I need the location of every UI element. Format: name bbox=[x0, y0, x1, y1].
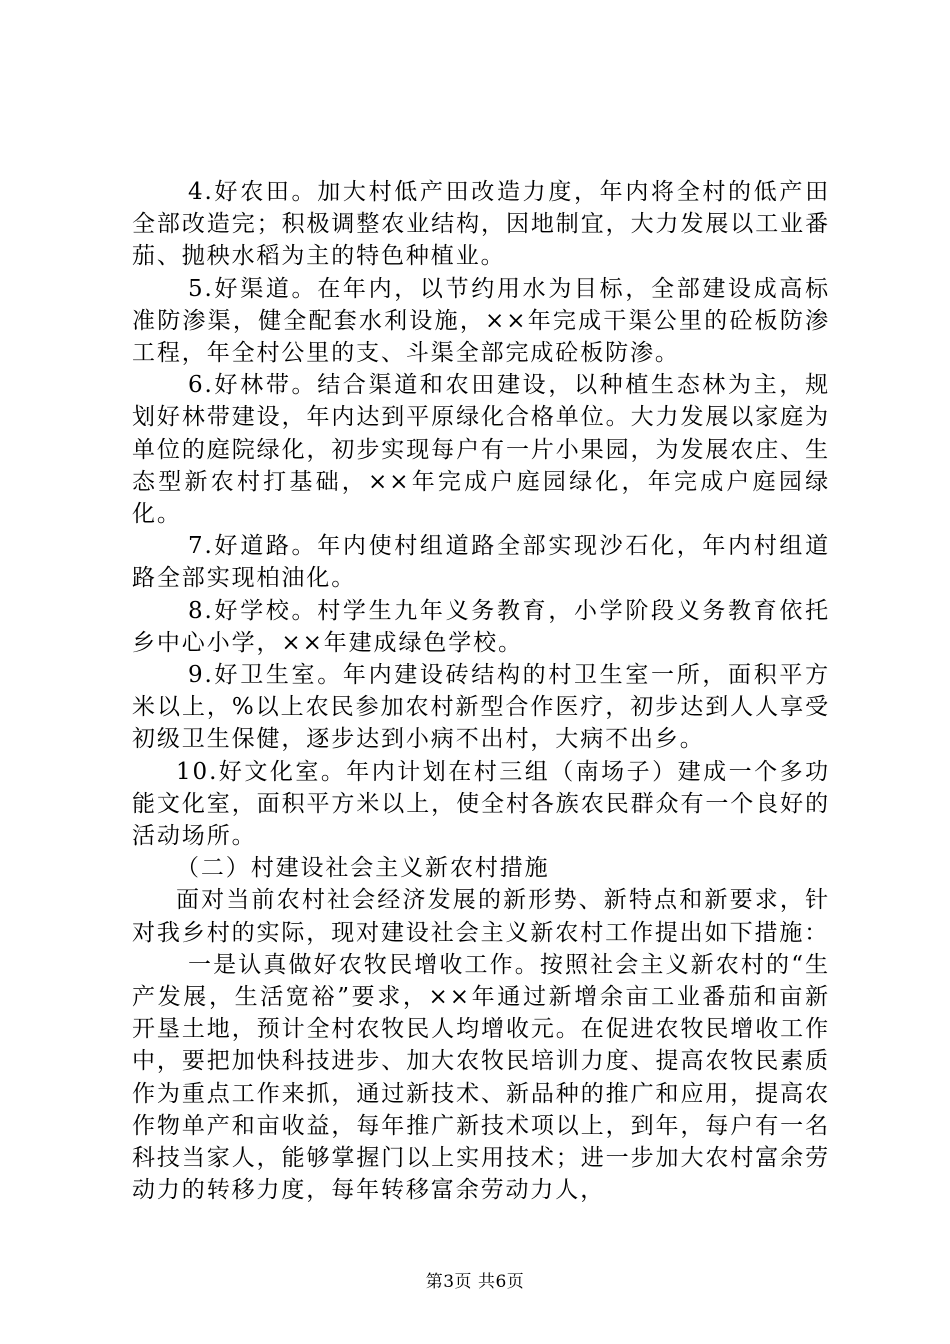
paragraph-good-roads: 7.好道路。年内使村组道路全部实现沙石化，年内村组道路全部实现柏油化。 bbox=[132, 533, 830, 592]
paragraph-good-schools: 8.好学校。村学生九年义务教育，小学阶段义务教育依托乡中心小学，××年建成绿色学校。 bbox=[132, 597, 830, 656]
paragraph-good-forest-belts: 6.好林带。结合渠道和农田建设，以种植生态林为主，规划好林带建设，年内达到平原绿化合格单位。大力发展以家庭为单位的庭院绿化，初步实现每户有一片小果园，为发展农庄、生态型新农村打基础，××年完成户庭园绿化，年完成户庭园绿化。 bbox=[132, 372, 830, 528]
section-heading-measures: （二）村建设社会主义新农村措施 bbox=[176, 855, 550, 882]
document-body bbox=[132, 176, 830, 1207]
paragraph-measures-intro: 面对当前农村社会经济发展的新形势、新特点和新要求，针对我乡村的实际，现对建设社会主义新农村工作提出如下措施： bbox=[132, 887, 830, 946]
paragraph-good-canals: 5.好渠道。在年内，以节约用水为目标，全部建设成高标准防渗渠，健全配套水利设施，××年完成干渠公里的砼板防渗工程，年全村公里的支、斗渠全部完成砼板防渗。 bbox=[132, 275, 830, 367]
paragraph-good-farmland: 4.好农田。加大村低产田改造力度，年内将全村的低产田全部改造完；积极调整农业结构，因地制宜，大力发展以工业番茄、抛秧水稻为主的特色种植业。 bbox=[132, 179, 830, 270]
paragraph-income-increase: 一是认真做好农牧民增收工作。按照社会主义新农村的“生产发展，生活宽裕”要求，××年通过新增余亩工业番茄和亩新开垦土地，预计全村农牧民人均增收元。在促进农牧民增收工作中，要把加快科技进步、加大农牧民培训力度、提高农牧民素质作为重点工作来抓，通过新技术、新品种的推广和应用，提高农作物单产和亩收益，每年推广新技术项以上，到年，每户有一名科技当家人，能够掌握门以上实用技术；进一步加大农村富余劳动力的转移力度，每年转移富余劳动力人， bbox=[132, 951, 830, 1204]
page-number-footer: 第3页 共6页 bbox=[425, 1272, 525, 1292]
paragraph-good-culture-room: 10.好文化室。年内计划在村三组（南场子）建成一个多功能文化室，面积平方米以上，使全村各族农民群众有一个良好的活动场所。 bbox=[132, 758, 830, 850]
paragraph-good-clinic: 9.好卫生室。年内建设砖结构的村卫生室一所，面积平方米以上，%以上农民参加农村新型合作医疗，初步达到人人享受初级卫生保健，逐步达到小病不出村，大病不出乡。 bbox=[132, 662, 830, 753]
